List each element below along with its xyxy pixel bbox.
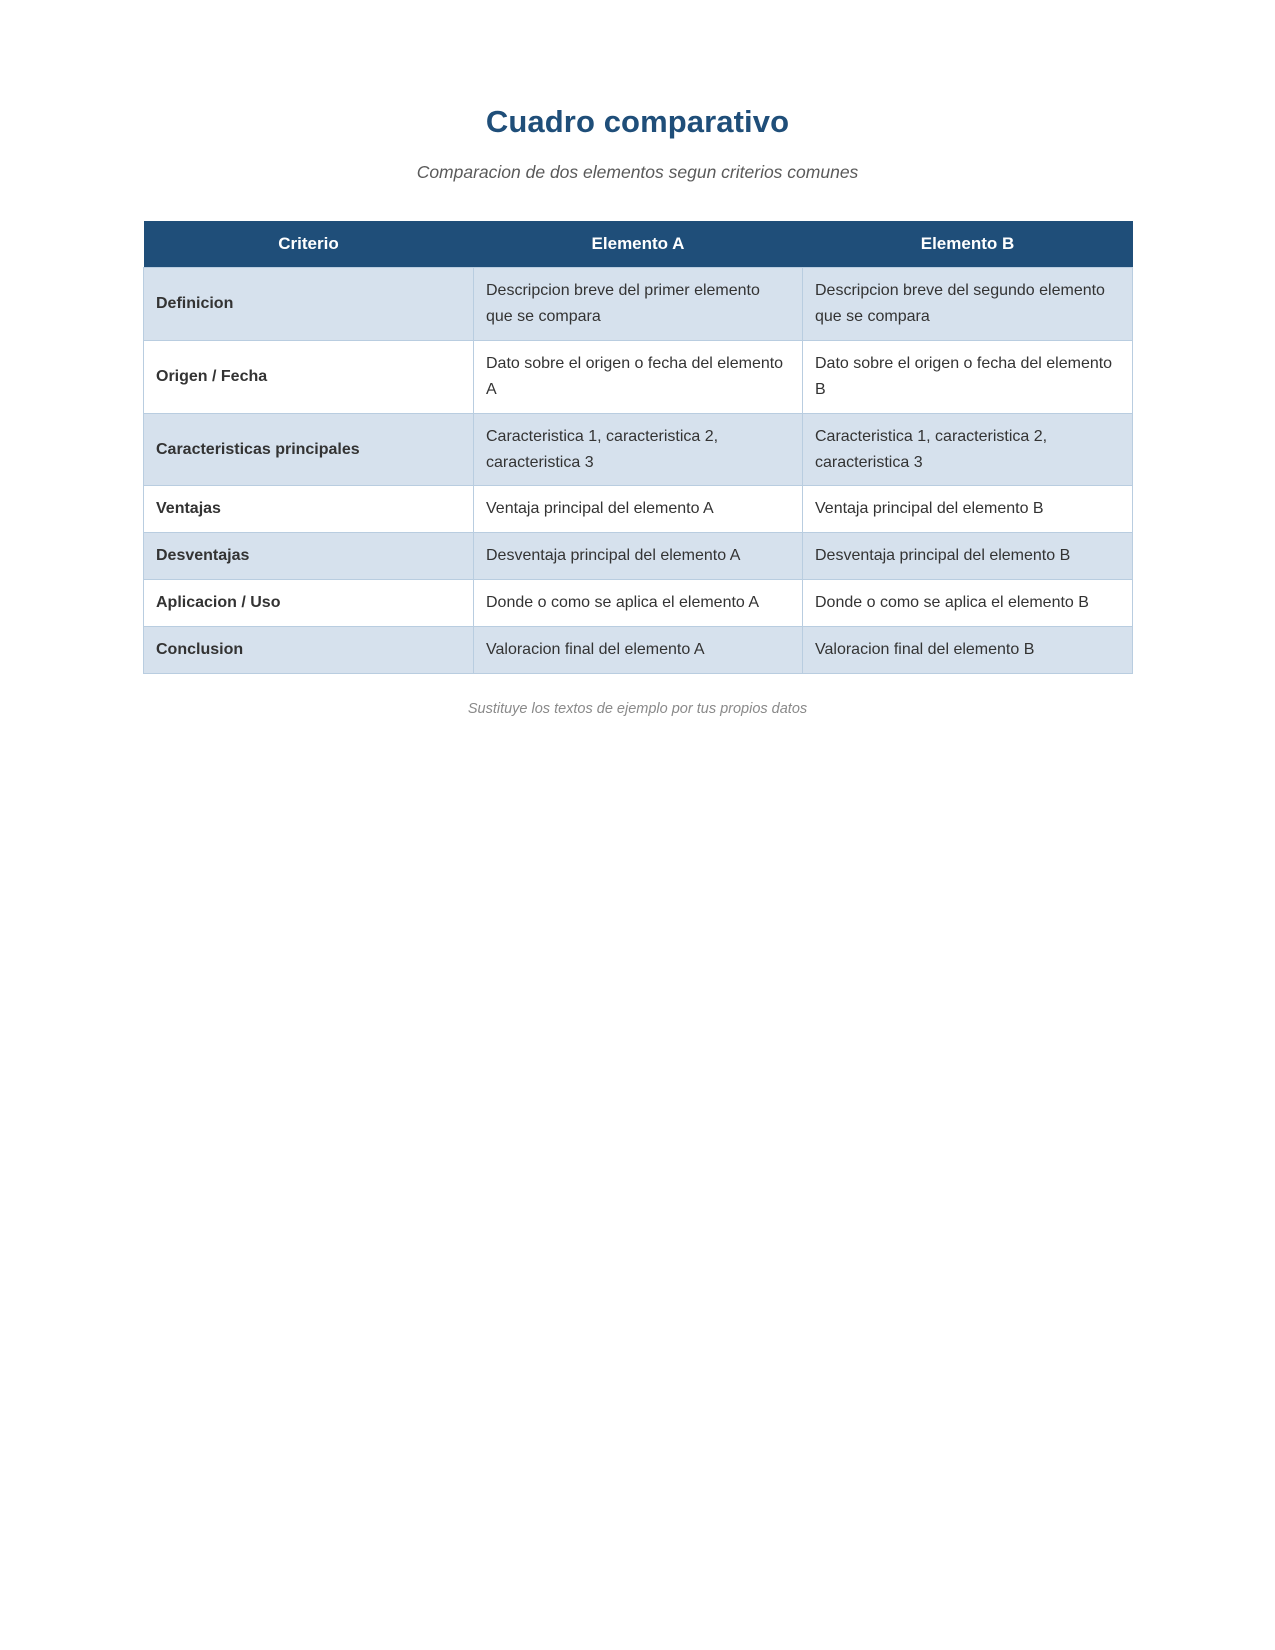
comparison-table bbox=[143, 221, 1133, 674]
table-body bbox=[144, 268, 1133, 674]
page-subtitle: Comparacion de dos elementos segun criterios comunes bbox=[416, 162, 859, 182]
cell-elemento-a: Desventaja principal del elemento A bbox=[474, 533, 803, 580]
comparison-table-container bbox=[143, 183, 1132, 674]
cell-elemento-b: Desventaja principal del elemento B bbox=[803, 533, 1133, 580]
cell-elemento-a: Caracteristica 1, caracteristica 2, caracteristica 3 bbox=[474, 413, 803, 486]
cell-criterio: Ventajas bbox=[144, 486, 474, 533]
cell-criterio: Definicion bbox=[144, 268, 474, 341]
table-row bbox=[144, 580, 1133, 627]
table-header bbox=[144, 221, 1133, 268]
cell-elemento-a: Dato sobre el origen o fecha del elemento A bbox=[474, 340, 803, 413]
column-header-elemento-b: Elemento B bbox=[803, 221, 1133, 268]
cell-elemento-a: Descripcion breve del primer elemento que se compara bbox=[474, 268, 803, 341]
column-header-elemento-a: Elemento A bbox=[474, 221, 803, 268]
table-row bbox=[144, 627, 1133, 674]
cell-elemento-b: Valoracion final del elemento B bbox=[803, 627, 1133, 674]
cell-elemento-b: Ventaja principal del elemento B bbox=[803, 486, 1133, 533]
cell-criterio: Desventajas bbox=[144, 533, 474, 580]
cell-elemento-a: Ventaja principal del elemento A bbox=[474, 486, 803, 533]
column-header-criterio: Criterio bbox=[144, 221, 474, 268]
cell-elemento-a: Valoracion final del elemento A bbox=[474, 627, 803, 674]
cell-elemento-b: Descripcion breve del segundo elemento que se compara bbox=[803, 268, 1133, 341]
table-row bbox=[144, 340, 1133, 413]
page-title: Cuadro comparativo bbox=[485, 104, 790, 139]
cell-criterio: Caracteristicas principales bbox=[144, 413, 474, 486]
table-row bbox=[144, 268, 1133, 341]
table-row bbox=[144, 413, 1133, 486]
footer-note: Sustituye los textos de ejemplo por tus propios datos bbox=[467, 700, 808, 717]
table-row bbox=[144, 533, 1133, 580]
table-row bbox=[144, 486, 1133, 533]
cell-criterio: Aplicacion / Uso bbox=[144, 580, 474, 627]
cell-criterio: Origen / Fecha bbox=[144, 340, 474, 413]
cell-elemento-b: Donde o como se aplica el elemento B bbox=[803, 580, 1133, 627]
cell-elemento-b: Dato sobre el origen o fecha del elemento B bbox=[803, 340, 1133, 413]
cell-elemento-b: Caracteristica 1, caracteristica 2, caracteristica 3 bbox=[803, 413, 1133, 486]
cell-criterio: Conclusion bbox=[144, 627, 474, 674]
table-header-row bbox=[144, 221, 1133, 268]
cell-elemento-a: Donde o como se aplica el elemento A bbox=[474, 580, 803, 627]
